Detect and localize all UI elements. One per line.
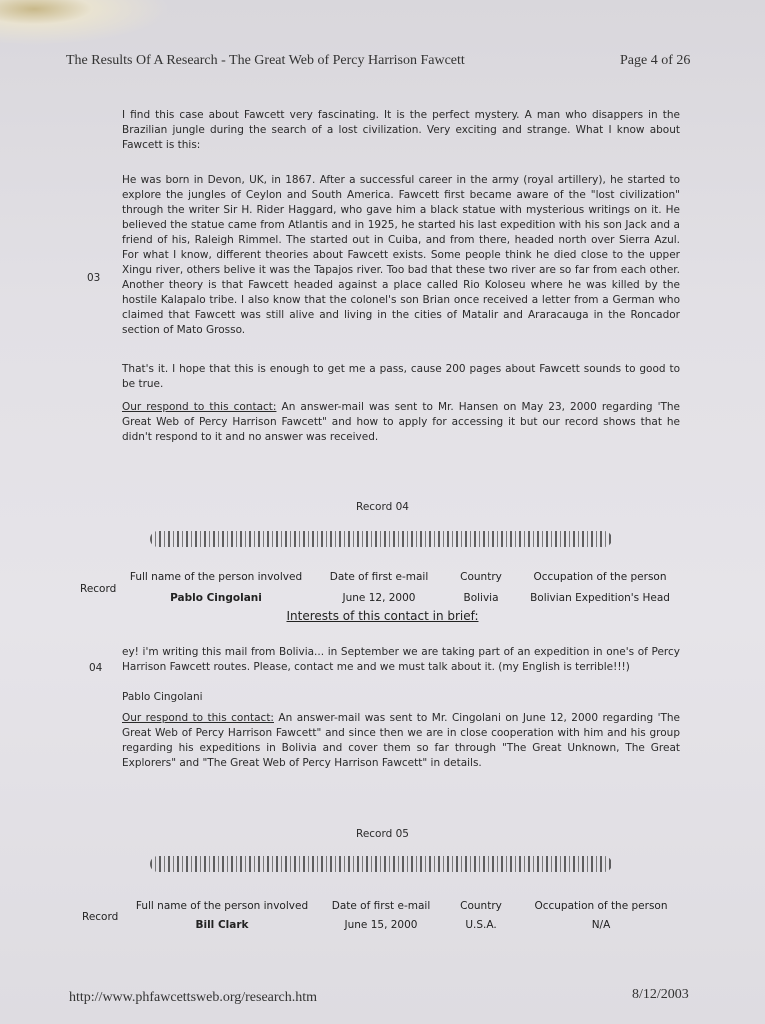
footer-url: http://www.phfawcettsweb.org/research.htm xyxy=(69,990,318,1005)
record-05-occupation: N/A xyxy=(591,919,611,931)
record-04-number: 04 xyxy=(89,662,103,674)
record-05-name: Bill Clark xyxy=(195,919,249,931)
record-04-col-occupation-label: Occupation of the person xyxy=(533,571,667,583)
record-05-col-name-label: Full name of the person involved xyxy=(135,900,309,912)
respond-text: An answer-mail was sent to Mr. Hansen on May 23, 2000 regarding 'The Great Web of Percy Harrison Fawcett" and how to apply for accessing it but our record shows that he didn't respond to it and no answer was received. xyxy=(122,401,681,443)
record-05-title: Record 05 xyxy=(356,828,409,840)
record-03-paragraph-3: That's it. I hope that this is enough to get me a pass, cause 200 pages about Fawcett sounds to good to be true. xyxy=(122,363,680,390)
record-04-name: Pablo Cingolani xyxy=(170,592,262,604)
record-03-paragraph-1: I find this case about Fawcett very fascinating. It is the perfect mystery. A man who disappers in the Brazilian jungle during the search of a lost civilization. Very exciting and strange. What I know about Fawcett is this: xyxy=(122,109,680,151)
record-03-number: 03 xyxy=(87,272,101,284)
record-04-col-date-label: Date of first e-mail xyxy=(329,571,429,583)
record-04-response xyxy=(122,711,680,771)
page-title: The Results Of A Research - The Great Web of Percy Harrison Fawcett xyxy=(66,53,465,68)
record-05-col-country-label: Country xyxy=(460,900,502,912)
ornamental-border xyxy=(150,531,612,547)
respond-text: An answer-mail was sent to Mr. Cingolani on June 12, 2000 regarding 'The Great Web of Percy Harrison Fawcett" and since then we are in close cooperation with him and his group regarding his expeditions in Bolivia and cover them so far through "The Great Unknown, The Great Explorers" and "The Great Web of Percy Harrison Fawcett" in details. xyxy=(122,712,680,769)
record-04-country: Bolivia xyxy=(463,592,499,604)
paper-stain xyxy=(0,0,170,45)
record-05-col-date-label: Date of first e-mail xyxy=(331,900,431,912)
record-04-interests-label: Interests of this contact in brief: xyxy=(286,609,479,623)
footer-date: 8/12/2003 xyxy=(632,987,689,1002)
record-04-col-name-label: Full name of the person involved xyxy=(129,571,303,583)
record-04-record-label: Record xyxy=(80,583,117,595)
record-03-response xyxy=(122,400,680,445)
record-04-date: June 12, 2000 xyxy=(342,592,416,604)
record-05-record-label: Record xyxy=(82,911,119,923)
ornamental-border xyxy=(150,856,612,872)
record-05-col-occupation-label: Occupation of the person xyxy=(534,900,668,912)
record-04-message: ey! i'm writing this mail from Bolivia... in September we are taking part of an expedition in one's of Percy Harrison Fawcett routes. Please, contact me and we must talk about it. (my English is terrible!!!) xyxy=(122,646,680,673)
record-03-paragraph-2: He was born in Devon, UK, in 1867. After a successful career in the army (royal artillery), he started to explore the jungles of Ceylon and South America. Fawcett first became aware of the "lost civilization" through the writer Sir H. Rider Haggard, who gave him a black statue with mysterious writings on it. He believed the statue came from Atlantis and in 1925, he started his last expedition with his son Jack and a friend of his, Raleigh Rimmel. The started out in Cuiba, and from there, headed north over Sierra Azul. For what I know, different theories about Fawcett exists. Some people think he died close to the upper Xingu river, others belive it was the Tapajos river. Too bad that these two river are so far from each other. Another theory is that Fawcett headed against a place called Rio Koloseu where he was killed by the hostile Kalapalo tribe. I also know that the colonel's son Brian once received a letter from a German who claimed that Fawcett was still alive and living in the cities of Matalir and Araracauga in the Roncador section of Mato Grosso. xyxy=(122,174,680,336)
respond-label: Our respond to this contact: xyxy=(122,401,277,413)
record-05-date: June 15, 2000 xyxy=(344,919,418,931)
record-04-occupation: Bolivian Expedition's Head xyxy=(530,592,670,604)
page-number: Page 4 of 26 xyxy=(620,53,691,68)
record-04-title: Record 04 xyxy=(356,501,409,513)
record-04-signature: Pablo Cingolani xyxy=(122,691,203,703)
record-05-country: U.S.A. xyxy=(465,919,497,931)
respond-label: Our respond to this contact: xyxy=(122,712,274,724)
record-04-col-country-label: Country xyxy=(460,571,502,583)
